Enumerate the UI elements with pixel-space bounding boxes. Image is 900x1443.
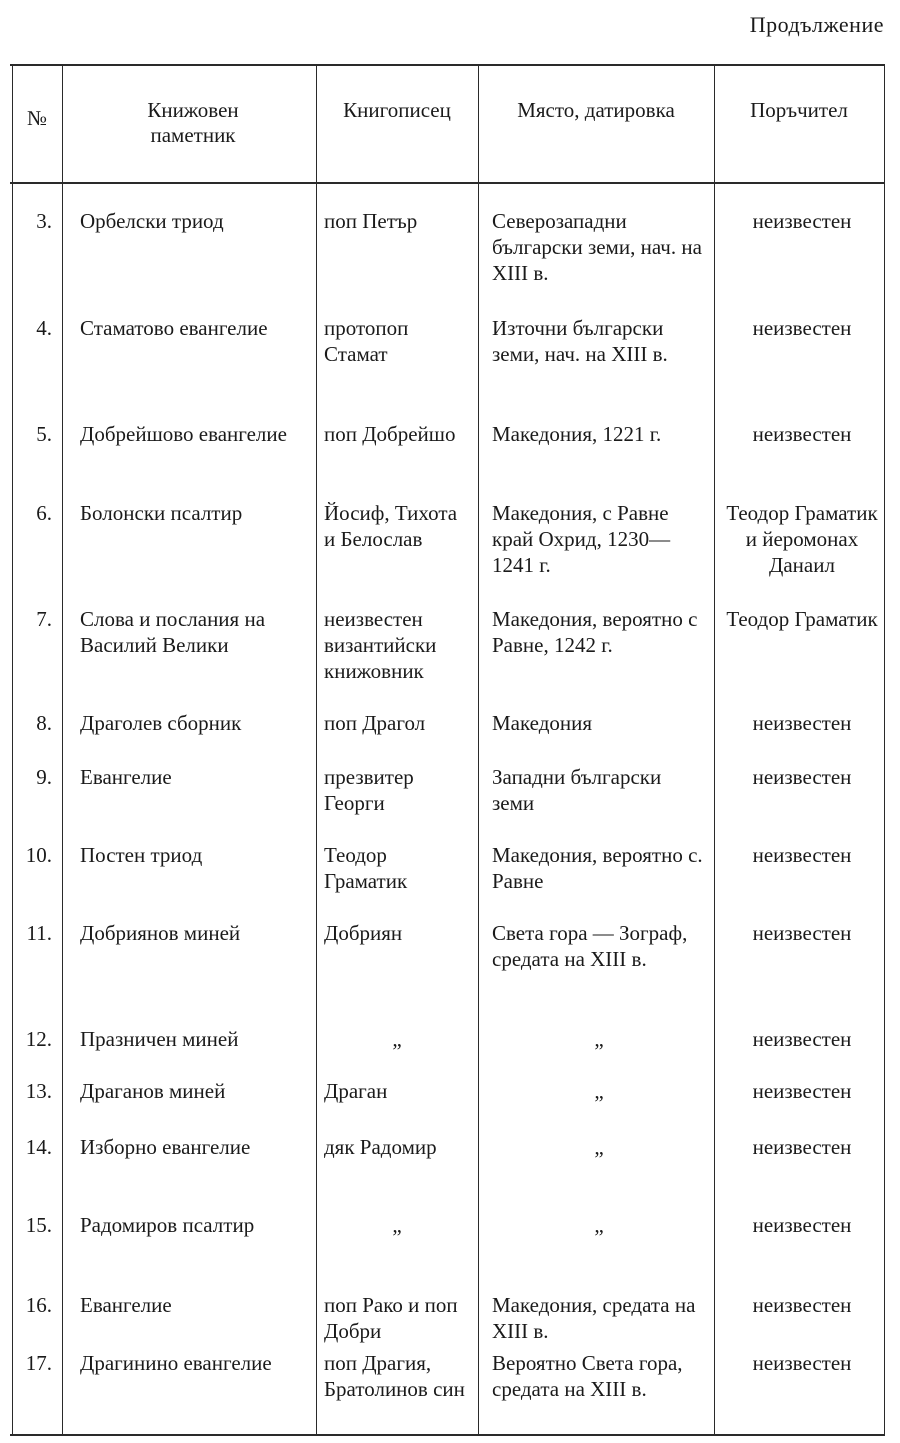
cell-scribe: Йосиф, Тихота и Белослав xyxy=(324,501,458,551)
cell-num: 11. xyxy=(26,921,52,945)
cell-scribe: протопоп Стамат xyxy=(324,316,409,366)
cell-place: „ xyxy=(594,1079,604,1103)
cell-place: Света гора — Зограф, средата на XIII в. xyxy=(492,921,688,971)
cell-scribe: неизвестен византийски книжовник xyxy=(324,607,437,683)
cell-donor: Теодор Граматик и йеромонах Данаил xyxy=(726,501,878,577)
cell-title: Евангелие xyxy=(80,765,172,789)
cell-donor: неизвестен xyxy=(752,422,852,446)
continuation-label: Продължение xyxy=(749,12,884,37)
cell-donor: Теодор Граматик xyxy=(726,607,878,631)
cell-scribe: Теодор Граматик xyxy=(324,843,408,893)
cell-donor: неизвестен xyxy=(752,765,852,789)
cell-scribe: „ xyxy=(392,1213,402,1237)
cell-donor: неизвестен xyxy=(752,711,852,735)
cell-scribe: дяк Радомир xyxy=(324,1135,437,1159)
cell-title: Орбелски триод xyxy=(80,209,224,233)
cell-title: Празничен миней xyxy=(80,1027,239,1051)
cell-place: „ xyxy=(594,1135,604,1159)
cell-num: 14. xyxy=(25,1135,52,1159)
cell-title: Постен триод xyxy=(80,843,203,867)
cell-num: 6. xyxy=(36,501,52,525)
table-bottom-rule xyxy=(10,1434,884,1436)
cell-donor: неизвестен xyxy=(752,1351,852,1375)
cell-donor: неизвестен xyxy=(752,316,852,340)
cell-title: Слова и послания на Василий Велики xyxy=(80,607,266,657)
cell-title: Драганов миней xyxy=(80,1079,226,1103)
cell-scribe: поп Добрейшо xyxy=(324,422,456,446)
cell-num: 13. xyxy=(25,1079,52,1103)
cell-donor: неизвестен xyxy=(752,209,852,233)
cell-title: Стаматово евангелие xyxy=(80,316,268,340)
header-num: № xyxy=(26,106,48,130)
cell-place: Вероятно Света гора, средата на XIII в. xyxy=(492,1351,683,1401)
cell-donor: неизвестен xyxy=(752,921,852,945)
cell-num: 17. xyxy=(25,1351,52,1375)
cell-place: Западни български земи xyxy=(492,765,662,815)
cell-donor: неизвестен xyxy=(752,1213,852,1237)
cell-place: Македония, средата на XIII в. xyxy=(492,1293,696,1343)
cell-place: „ xyxy=(594,1027,604,1051)
cell-place: Македония, вероятно с. Равне xyxy=(492,843,703,893)
cell-scribe: Добриян xyxy=(324,921,403,945)
column-divider xyxy=(478,64,479,1436)
cell-num: 4. xyxy=(36,316,52,340)
cell-donor: неизвестен xyxy=(752,1079,852,1103)
header-place: Място, датировка xyxy=(517,98,675,122)
cell-num: 9. xyxy=(36,765,52,789)
cell-title: Добрейшово евангелие xyxy=(80,422,287,446)
cell-num: 8. xyxy=(36,711,52,735)
cell-scribe: презвитер Георги xyxy=(324,765,414,815)
cell-scribe: поп Драгол xyxy=(324,711,426,735)
cell-donor: неизвестен xyxy=(752,1293,852,1317)
cell-num: 7. xyxy=(36,607,52,631)
cell-title: Евангелие xyxy=(80,1293,172,1317)
cell-num: 3. xyxy=(36,209,52,233)
cell-place: Северозападни български земи, нач. на XIII в. xyxy=(492,209,702,285)
cell-place: Македония, вероятно с Равне, 1242 г. xyxy=(492,607,698,657)
cell-num: 5. xyxy=(36,422,52,446)
cell-scribe: Драган xyxy=(324,1079,388,1103)
cell-title: Драгинино евангелие xyxy=(80,1351,272,1375)
cell-num: 10. xyxy=(25,843,52,867)
cell-donor: неизвестен xyxy=(752,843,852,867)
cell-scribe: „ xyxy=(392,1027,402,1051)
column-divider xyxy=(62,64,63,1436)
header-scribe: Книгописец xyxy=(343,98,451,122)
cell-scribe: поп Рако и поп Добри xyxy=(324,1293,458,1343)
cell-scribe: поп Петър xyxy=(324,209,418,233)
header-title: Книжовен паметник xyxy=(147,98,239,148)
cell-title: Добриянов миней xyxy=(80,921,241,945)
header-bottom-rule xyxy=(10,182,884,184)
cell-place: Източни български земи, нач. на XIII в. xyxy=(492,316,668,366)
cell-title: Болонски псалтир xyxy=(80,501,243,525)
table-top-rule xyxy=(10,64,884,66)
cell-num: 15. xyxy=(25,1213,52,1237)
cell-place: „ xyxy=(594,1213,604,1237)
cell-num: 16. xyxy=(25,1293,52,1317)
cell-place: Македония, с Равне край Охрид, 1230—1241 г. xyxy=(492,501,671,577)
column-divider xyxy=(884,64,885,1436)
cell-place: Македония, 1221 г. xyxy=(492,422,662,446)
cell-place: Македония xyxy=(492,711,593,735)
cell-title: Драголев сборник xyxy=(80,711,242,735)
cell-title: Радомиров псалтир xyxy=(80,1213,255,1237)
column-divider xyxy=(316,64,317,1436)
cell-donor: неизвестен xyxy=(752,1135,852,1159)
column-divider xyxy=(714,64,715,1436)
header-donor: Поръчител xyxy=(750,98,848,122)
cell-title: Изборно евангелие xyxy=(80,1135,251,1159)
cell-donor: неизвестен xyxy=(752,1027,852,1051)
cell-num: 12. xyxy=(25,1027,52,1051)
cell-scribe: поп Драгия, Братолинов син xyxy=(324,1351,465,1401)
